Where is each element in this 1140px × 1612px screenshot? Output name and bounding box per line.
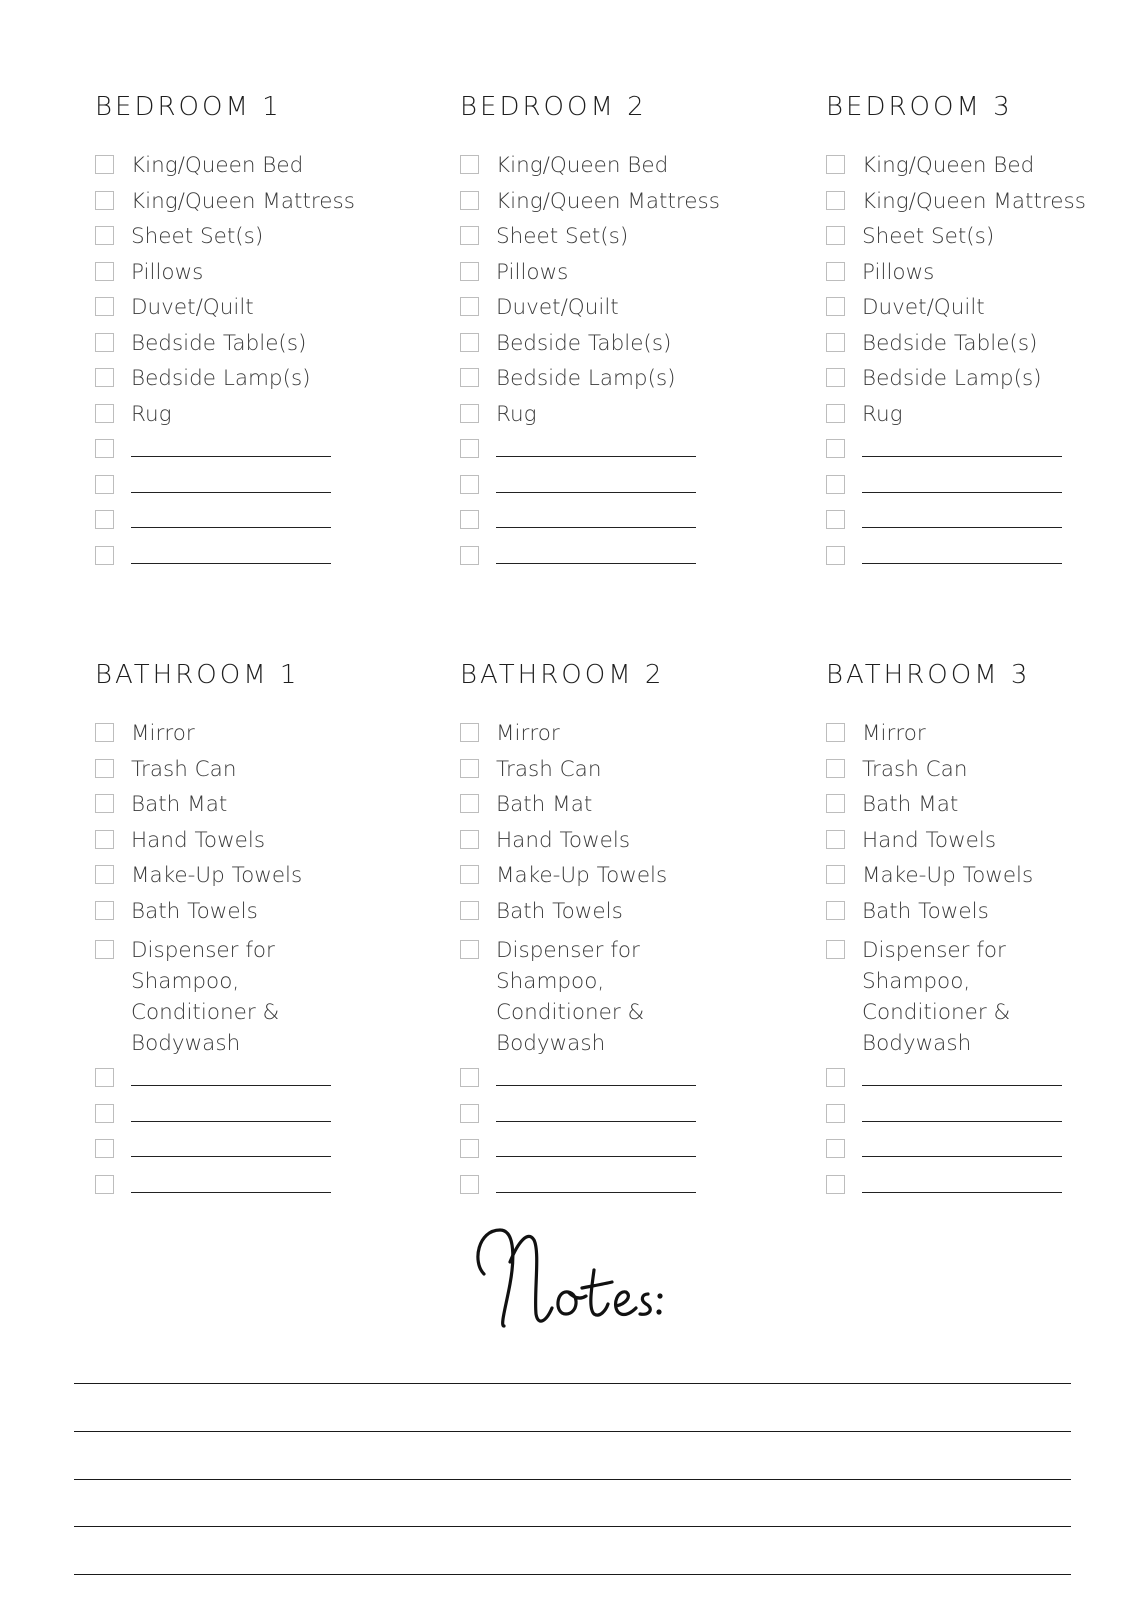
checklist-item[interactable] [460,718,790,754]
checkbox[interactable] [460,439,479,458]
blank-checklist-item[interactable] [826,1099,1140,1135]
blank-checklist-item[interactable] [95,434,425,470]
checkbox[interactable] [826,368,845,387]
notes-line[interactable] [74,1431,1071,1432]
checkbox[interactable] [95,368,114,387]
item-label: Sheet Set(s) [862,224,995,249]
item-label: Hand Towels [862,827,997,853]
write-in-line[interactable] [131,1121,331,1122]
item-label: Dispenser for Shampoo, Conditioner & Bodywash [496,938,645,1056]
write-in-line[interactable] [131,456,331,457]
checkbox[interactable] [826,940,845,959]
write-in-line[interactable] [862,1121,1062,1122]
checkbox[interactable] [95,262,114,281]
item-label: Duvet/Quilt [496,295,619,320]
checkbox[interactable] [826,439,845,458]
checklist-item[interactable] [95,150,425,186]
checklist-item[interactable] [826,789,1140,825]
checkbox[interactable] [95,297,114,316]
checkbox[interactable] [95,865,114,884]
checklist-item[interactable] [826,935,1140,1059]
checkbox[interactable] [460,940,479,959]
checklist-item[interactable] [826,860,1140,896]
checkbox[interactable] [95,333,114,352]
checkbox[interactable] [460,865,479,884]
write-in-line[interactable] [862,1156,1062,1157]
checkbox[interactable] [460,794,479,813]
item-label: Bedside Table(s) [131,330,307,356]
checkbox[interactable] [460,546,479,565]
item-label: Dispenser for Shampoo, Conditioner & Bodywash [131,938,280,1056]
checklist-item[interactable] [460,825,790,861]
checklist-item[interactable] [95,292,425,328]
notes-line[interactable] [74,1574,1071,1575]
checkbox[interactable] [460,475,479,494]
checklist-item[interactable] [95,186,425,222]
item-label: Hand Towels [496,827,631,853]
bathroom-3-checklist [826,718,1140,1205]
checkbox[interactable] [95,723,114,742]
checkbox[interactable] [95,510,114,529]
checklist-item[interactable] [460,896,790,932]
item-label: Bedside Lamp(s) [131,366,311,391]
checkbox[interactable] [826,1068,845,1087]
item-label: Make-Up Towels [496,863,668,888]
item-label: Bath Towels [862,898,989,924]
item-label: Make-Up Towels [862,863,1034,888]
blank-checklist-item[interactable] [460,1063,790,1099]
bathroom-2-title: BATHROOM 2 [460,660,665,690]
write-in-line[interactable] [496,456,696,457]
checklist-item[interactable] [826,363,1140,399]
write-in-line[interactable] [131,1156,331,1157]
checkbox[interactable] [95,1175,114,1194]
item-label: Mirror [862,721,926,746]
blank-checklist-item[interactable] [95,1063,425,1099]
blank-checklist-item[interactable] [460,1170,790,1206]
checkbox[interactable] [460,901,479,920]
item-label: Duvet/Quilt [131,295,254,320]
checkbox[interactable] [460,404,479,423]
write-in-line[interactable] [862,563,1062,564]
write-in-line[interactable] [131,1085,331,1086]
checkbox[interactable] [95,759,114,778]
checkbox[interactable] [95,226,114,245]
checklist-item[interactable] [460,257,790,293]
write-in-line[interactable] [496,1192,696,1193]
checklist-item[interactable] [826,754,1140,790]
checkbox[interactable] [460,1139,479,1158]
bathroom-3-title: BATHROOM 3 [826,660,1031,690]
checklist-item[interactable] [826,292,1140,328]
blank-checklist-item[interactable] [460,1099,790,1135]
checkbox[interactable] [95,404,114,423]
checkbox[interactable] [460,297,479,316]
checkbox[interactable] [95,830,114,849]
item-label: Bath Towels [131,898,258,924]
write-in-line[interactable] [131,492,331,493]
blank-checklist-item[interactable] [826,470,1140,506]
checkbox[interactable] [460,333,479,352]
bedroom-1-title: BEDROOM 1 [95,92,282,122]
checklist-item[interactable] [95,935,425,1059]
checkbox[interactable] [460,510,479,529]
item-label: Make-Up Towels [131,863,303,888]
checkbox[interactable] [460,155,479,174]
item-label: Trash Can [496,756,602,782]
bathroom-1-checklist [95,718,425,1205]
item-label: Mirror [496,721,560,746]
write-in-line[interactable] [862,1192,1062,1193]
item-label: Pillows [862,259,935,285]
item-label: Bath Mat [862,792,959,817]
checklist-item[interactable] [826,257,1140,293]
checkbox[interactable] [826,901,845,920]
notes-script-title [470,1222,670,1332]
item-label: Bedside Table(s) [496,330,672,356]
item-label: King/Queen Bed [496,153,669,178]
checklist-item[interactable] [826,186,1140,222]
blank-checklist-item[interactable] [95,541,425,577]
blank-checklist-item[interactable] [460,434,790,470]
item-label: Bath Towels [496,898,623,924]
item-label: Rug [862,401,903,427]
notes-line[interactable] [74,1526,1071,1527]
write-in-line[interactable] [862,456,1062,457]
checkbox[interactable] [460,759,479,778]
checklist-item[interactable] [95,825,425,861]
item-label: King/Queen Mattress [862,188,1086,214]
write-in-line[interactable] [131,1192,331,1193]
blank-checklist-item[interactable] [460,541,790,577]
bedroom-3-checklist [826,150,1140,576]
bedroom-1-checklist [95,150,425,576]
blank-checklist-item[interactable] [460,1134,790,1170]
checkbox[interactable] [826,191,845,210]
blank-checklist-item[interactable] [460,505,790,541]
checkbox[interactable] [95,475,114,494]
blank-checklist-item[interactable] [95,1099,425,1135]
item-label: Dispenser for Shampoo, Conditioner & Bodywash [862,938,1011,1056]
item-label: Hand Towels [131,827,266,853]
blank-checklist-item[interactable] [95,470,425,506]
blank-checklist-item[interactable] [826,1063,1140,1099]
item-label: Bath Mat [131,792,228,817]
bedroom-3-title: BEDROOM 3 [826,92,1013,122]
checklist-item[interactable] [460,328,790,364]
item-label: Rug [496,401,537,427]
checkbox[interactable] [826,759,845,778]
checklist-item[interactable] [95,718,425,754]
checkbox[interactable] [826,297,845,316]
checkbox[interactable] [460,830,479,849]
blank-checklist-item[interactable] [826,1170,1140,1206]
item-label: King/Queen Mattress [131,188,355,214]
item-label: Bath Mat [496,792,593,817]
checkbox[interactable] [826,510,845,529]
item-label: Mirror [131,721,195,746]
write-in-line[interactable] [131,527,331,528]
bedroom-2-checklist [460,150,790,576]
checklist-item[interactable] [460,186,790,222]
item-label: Trash Can [131,756,237,782]
checkbox[interactable] [95,191,114,210]
checkbox[interactable] [826,546,845,565]
item-label: King/Queen Bed [862,153,1035,178]
checkbox[interactable] [460,1104,479,1123]
checkbox[interactable] [826,865,845,884]
item-label: King/Queen Mattress [496,188,720,214]
bathroom-1-title: BATHROOM 1 [95,660,300,690]
item-label: Bedside Table(s) [862,330,1038,356]
checkbox[interactable] [95,1104,114,1123]
checklist-item[interactable] [826,150,1140,186]
checkbox[interactable] [95,901,114,920]
bathroom-2-checklist [460,718,790,1205]
checklist-item[interactable] [95,257,425,293]
item-label: Sheet Set(s) [131,224,264,249]
checklist-item[interactable] [95,363,425,399]
checkbox[interactable] [826,830,845,849]
checkbox[interactable] [95,940,114,959]
checkbox[interactable] [460,226,479,245]
blank-checklist-item[interactable] [826,434,1140,470]
item-label: Sheet Set(s) [496,224,629,249]
notes-heading [0,1222,1140,1332]
checklist-item[interactable] [460,150,790,186]
write-in-line[interactable] [496,1156,696,1157]
item-label: Pillows [496,259,569,285]
checklist-item[interactable] [95,860,425,896]
checklist-item[interactable] [460,292,790,328]
write-in-line[interactable] [862,527,1062,528]
checkbox[interactable] [460,723,479,742]
item-label: Bedside Lamp(s) [496,366,676,391]
checkbox[interactable] [826,475,845,494]
checkbox[interactable] [95,1068,114,1087]
write-in-line[interactable] [496,563,696,564]
checklist-item[interactable] [460,860,790,896]
checklist-item[interactable] [95,221,425,257]
checkbox[interactable] [460,368,479,387]
checklist-item[interactable] [460,221,790,257]
item-label: Rug [131,401,172,427]
checklist-item[interactable] [826,825,1140,861]
checkbox[interactable] [826,1139,845,1158]
checklist-item[interactable] [460,399,790,435]
write-in-line[interactable] [131,563,331,564]
checkbox[interactable] [460,1175,479,1194]
write-in-line[interactable] [496,492,696,493]
checkbox[interactable] [460,1068,479,1087]
blank-checklist-item[interactable] [95,1134,425,1170]
write-in-line[interactable] [862,492,1062,493]
write-in-line[interactable] [496,1085,696,1086]
notes-line[interactable] [74,1479,1071,1480]
blank-checklist-item[interactable] [826,1134,1140,1170]
blank-checklist-item[interactable] [95,505,425,541]
write-in-line[interactable] [496,1121,696,1122]
checklist-item[interactable] [826,221,1140,257]
item-label: Trash Can [862,756,968,782]
checkbox[interactable] [460,262,479,281]
bedroom-2-title: BEDROOM 2 [460,92,647,122]
item-label: King/Queen Bed [131,153,304,178]
checklist-item[interactable] [460,754,790,790]
checkbox[interactable] [460,191,479,210]
item-label: Pillows [131,259,204,285]
checkbox[interactable] [95,794,114,813]
blank-checklist-item[interactable] [826,541,1140,577]
checkbox[interactable] [826,794,845,813]
checklist-item[interactable] [826,399,1140,435]
checkbox[interactable] [826,155,845,174]
item-label: Duvet/Quilt [862,295,985,320]
write-in-line[interactable] [862,1085,1062,1086]
checkbox[interactable] [826,333,845,352]
blank-checklist-item[interactable] [460,470,790,506]
checklist-item[interactable] [95,896,425,932]
checklist-item[interactable] [460,935,790,1059]
checklist-item[interactable] [95,328,425,364]
checklist-item[interactable] [95,754,425,790]
checklist-item[interactable] [460,789,790,825]
checklist-item[interactable] [95,399,425,435]
checklist-item[interactable] [826,328,1140,364]
checkbox[interactable] [826,262,845,281]
checklist-item[interactable] [460,363,790,399]
checklist-item[interactable] [826,718,1140,754]
write-in-line[interactable] [496,527,696,528]
checkbox[interactable] [826,226,845,245]
item-label: Bedside Lamp(s) [862,366,1042,391]
checklist-item[interactable] [95,789,425,825]
checkbox[interactable] [95,1139,114,1158]
checkbox[interactable] [95,439,114,458]
notes-line[interactable] [74,1383,1071,1384]
checklist-item[interactable] [826,896,1140,932]
checkbox[interactable] [826,404,845,423]
checkbox[interactable] [826,1175,845,1194]
blank-checklist-item[interactable] [95,1170,425,1206]
checkbox[interactable] [95,546,114,565]
checkbox[interactable] [95,155,114,174]
checkbox[interactable] [826,723,845,742]
blank-checklist-item[interactable] [826,505,1140,541]
checkbox[interactable] [826,1104,845,1123]
